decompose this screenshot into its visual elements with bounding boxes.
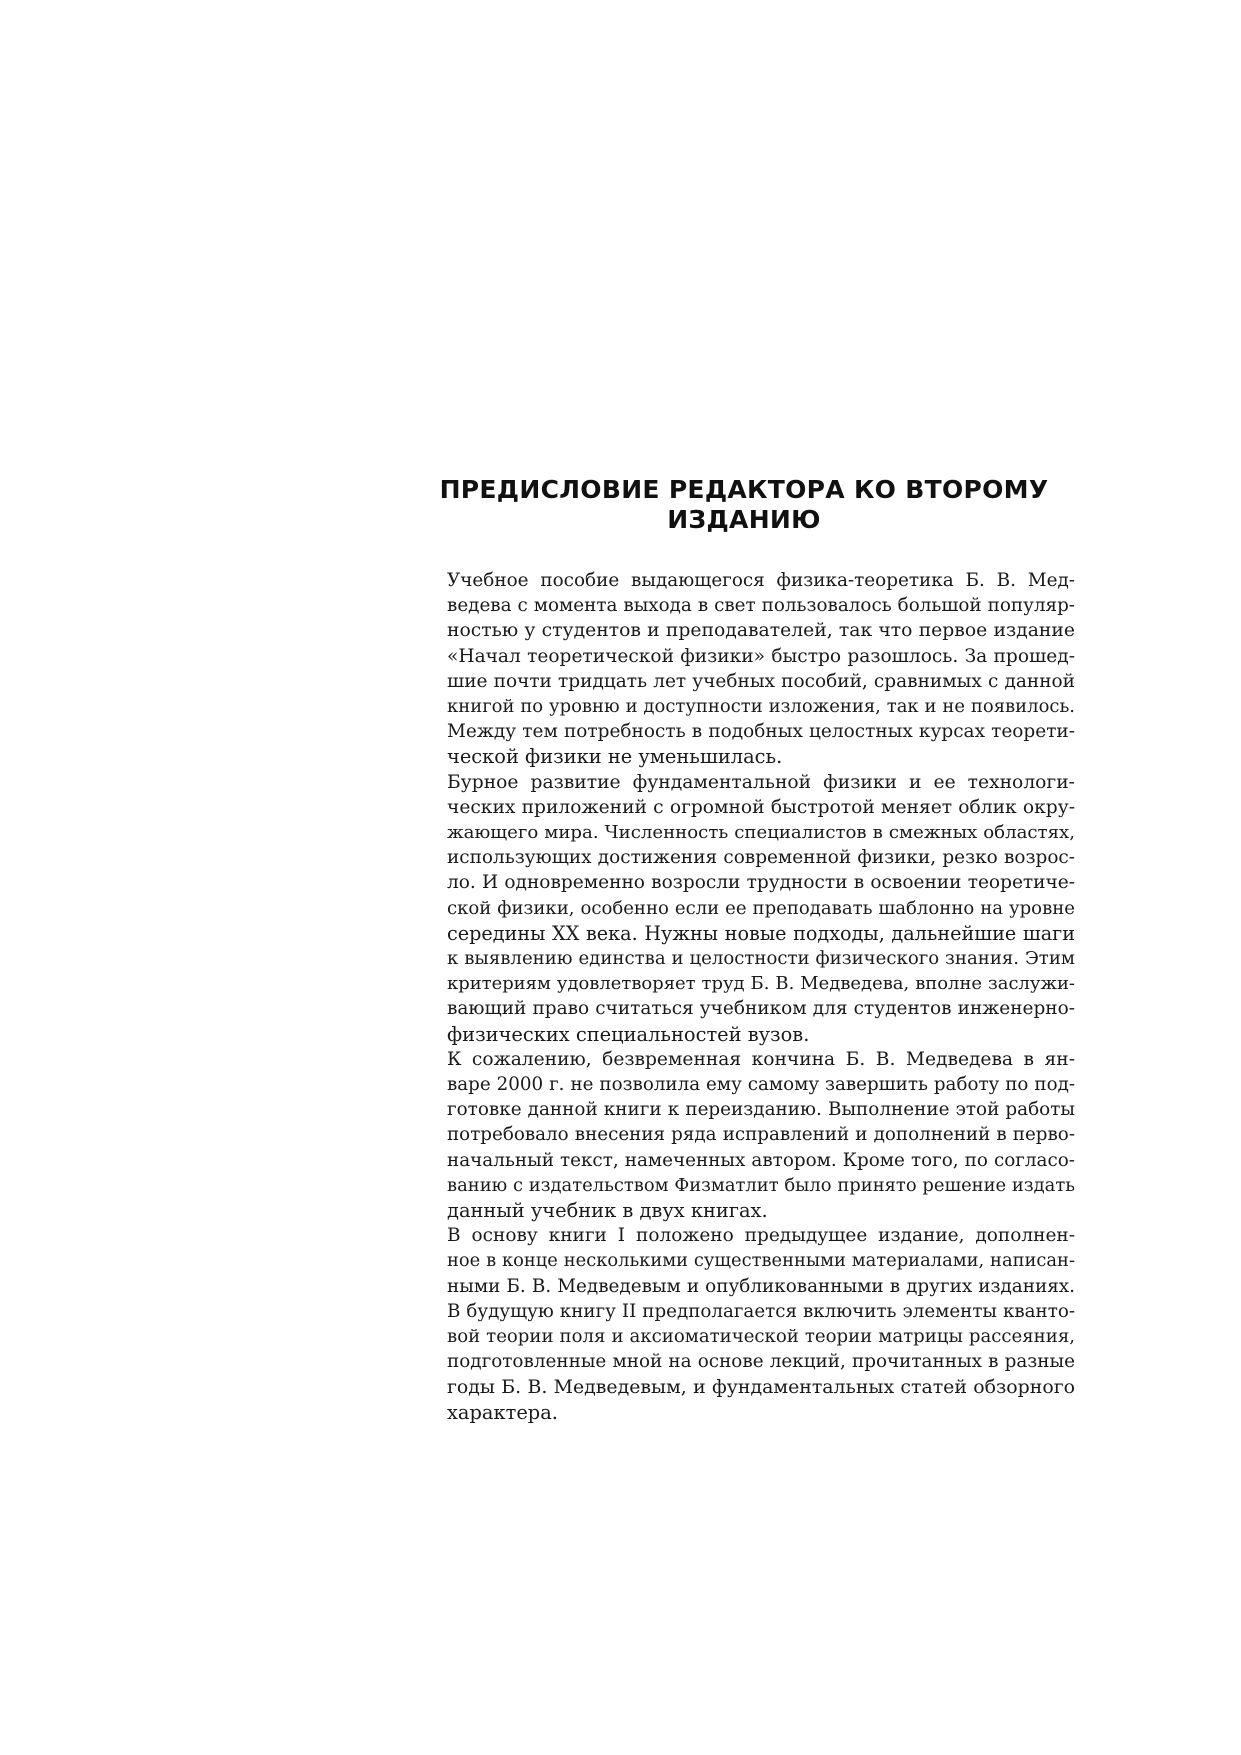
text-line: физических специальностей вузов. xyxy=(447,1022,810,1046)
text-line: ведева с момента выхода в свет пользовалось большой популяр- xyxy=(447,595,1075,617)
paragraph-4 xyxy=(413,1223,1075,1425)
text-line: ванию с издательством Физматлит было принято решение издать xyxy=(447,1174,1075,1196)
heading-line-2: ИЗДАНИЮ xyxy=(667,505,821,534)
text-line: ской физики, особенно если ее преподавать шаблонно на уровне xyxy=(447,897,1075,919)
text-line: использующих достижения современной физики, резко возрос- xyxy=(447,847,1075,869)
text-line: ное в конце несколькими существенными материалами, написан- xyxy=(447,1250,1075,1272)
text-line: начальный текст, намеченных автором. Кроме того, по согласо- xyxy=(447,1149,1075,1171)
text-line: к выявлению единства и целостности физического знания. Этим xyxy=(447,948,1075,970)
text-line: Учебное пособие выдающегося физика-теоретика Б. В. Мед- xyxy=(447,570,1075,591)
text-line: вающий право считаться учебником для студентов инженерно- xyxy=(447,998,1075,1020)
text-line: ными Б. В. Медведевым и опубликованными в других изданиях. xyxy=(447,1275,1075,1297)
text-line: В основу книги I положено предыдущее издание, дополнен- xyxy=(447,1225,1075,1247)
text-line: годы Б. В. Медведевым, и фундаментальных статей обзорного xyxy=(447,1375,1075,1398)
preface-body xyxy=(413,568,1075,1425)
text-line: К сожалению, безвременная кончина Б. В. Медведева в ян- xyxy=(447,1048,1075,1070)
text-line: вой теории поля и аксиоматической теории матрицы рассеяния, xyxy=(447,1326,1075,1348)
text-line: ностью у студентов и преподавателей, так что первое издание xyxy=(447,620,1075,642)
text-line: потребовало внесения ряда исправлений и дополнений в перво- xyxy=(447,1124,1075,1146)
text-line: ческой физики не уменьшилась. xyxy=(447,745,783,769)
text-line: книгой по уровню и доступности изложения, так и не появилось. xyxy=(447,696,1075,718)
paragraph-3 xyxy=(413,1047,1075,1223)
text-line: ческих приложений с огромной быстротой меняет облик окру- xyxy=(447,796,1075,818)
text-line: шие почти тридцать лет учебных пособий, сравнимых с данной xyxy=(447,670,1075,692)
paragraph-1 xyxy=(413,568,1075,770)
text-line: ло. И одновременно возросли трудности в освоении теоретиче- xyxy=(447,872,1075,894)
text-line: готовке данной книги к переизданию. Выполнение этой работы xyxy=(447,1099,1075,1121)
text-line: Между тем потребность в подобных целостных курсах теорети- xyxy=(447,721,1075,743)
paragraph-2 xyxy=(413,770,1075,1047)
text-line: Бурное развитие фундаментальной физики и ее технологи- xyxy=(447,771,1075,793)
text-line: В будущую книгу II предполагается включить элементы кванто- xyxy=(447,1300,1075,1322)
text-line: варе 2000 г. не позволила ему самому завершить работу по под- xyxy=(447,1074,1075,1096)
heading-line-1: ПРЕДИСЛОВИЕ РЕДАКТОРА КО ВТОРОМУ xyxy=(439,475,1049,504)
text-line: критериям удовлетворяет труд Б. В. Медведева, вполне заслужи- xyxy=(447,973,1075,995)
text-line: данный учебник в двух книгах. xyxy=(447,1199,768,1223)
text-line: жающего мира. Численность специалистов в смежных областях, xyxy=(447,822,1075,844)
preface-heading xyxy=(412,475,1076,535)
text-line: характера. xyxy=(447,1400,558,1424)
text-line: подготовленные мной на основе лекций, прочитанных в разные xyxy=(447,1351,1075,1373)
text-line: «Начал теоретической физики» быстро разошлось. За прошед- xyxy=(447,645,1075,667)
text-line: середины XX века. Нужны новые подходы, дальнейшие шаги xyxy=(447,921,1075,945)
